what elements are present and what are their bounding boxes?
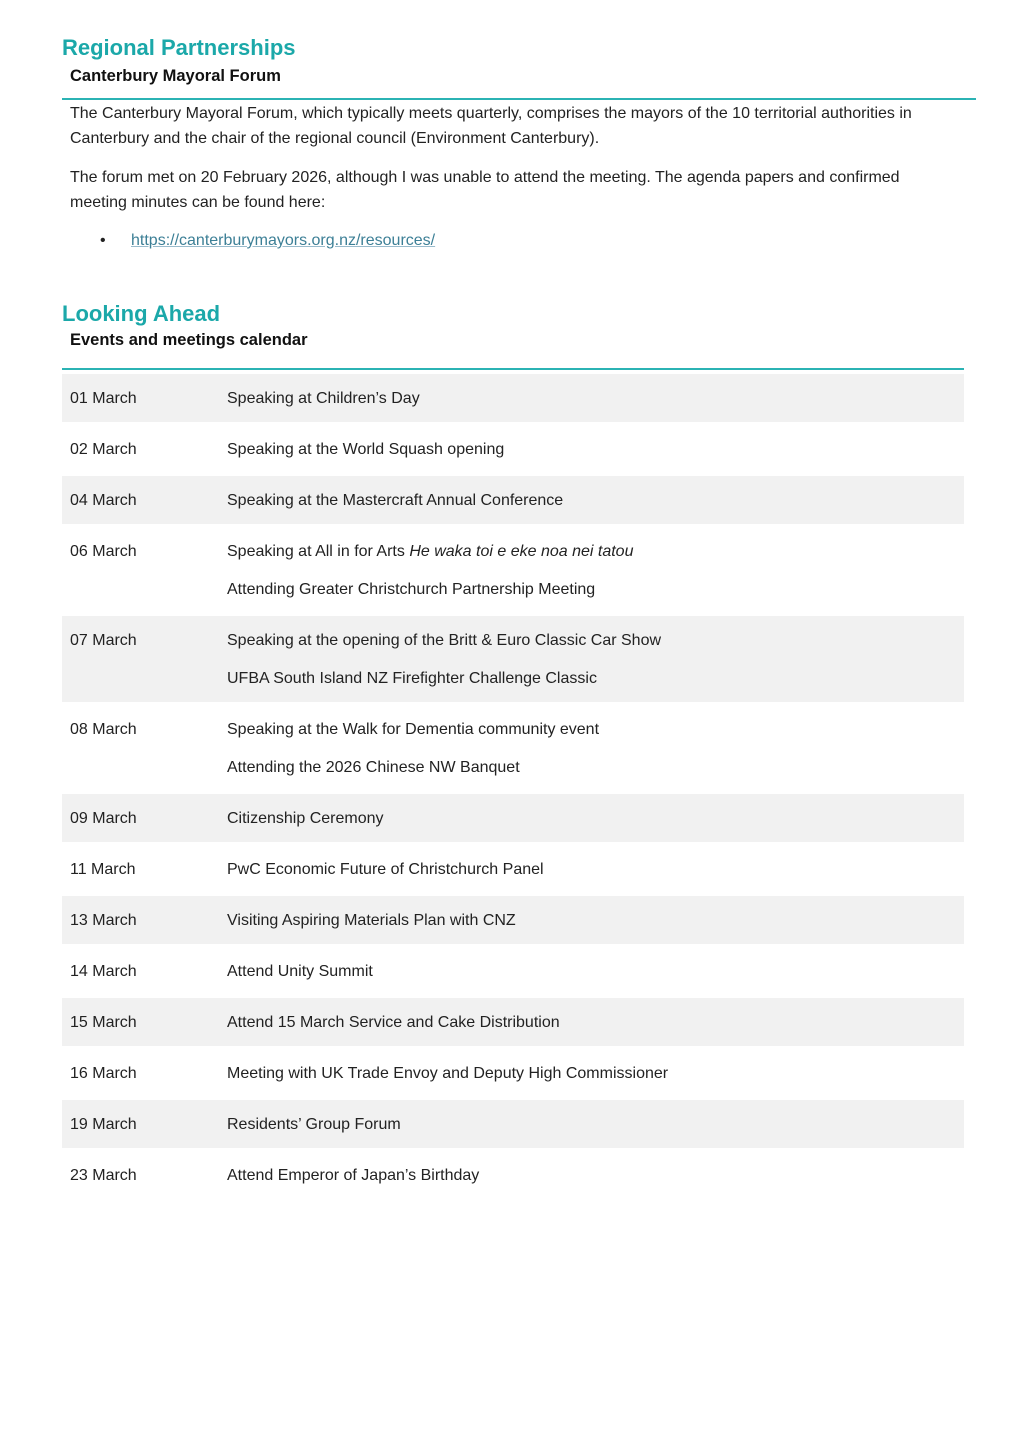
table-row bbox=[62, 845, 964, 893]
event-text: Citizenship Ceremony bbox=[227, 810, 384, 827]
event-item bbox=[227, 908, 956, 933]
event-cell bbox=[219, 527, 964, 613]
event-date: 02 March bbox=[70, 441, 137, 458]
event-cell bbox=[219, 845, 964, 893]
event-item bbox=[227, 1061, 956, 1086]
event-text: Attend 15 March Service and Cake Distribution bbox=[227, 1014, 560, 1031]
table-row bbox=[62, 527, 964, 613]
section-heading-regional-partnerships: Regional Partnerships bbox=[62, 35, 296, 60]
event-date: 16 March bbox=[70, 1065, 137, 1082]
event-text: Speaking at the World Squash opening bbox=[227, 441, 505, 458]
event-text: Residents’ Group Forum bbox=[227, 1116, 401, 1133]
paragraph-forum-description: The Canterbury Mayoral Forum, which typically meets quarterly, comprises the mayors of the 10 territorial authorities in Canterbury and the chair of the regional council (Environment Canterbury). bbox=[70, 105, 912, 147]
subheading-canterbury-mayoral-forum: Canterbury Mayoral Forum bbox=[70, 67, 281, 85]
paragraph-forum-meeting: The forum met on 20 February 2026, although I was unable to attend the meeting. The agenda papers and confirmed meeting minutes can be found here: bbox=[70, 169, 900, 211]
event-item bbox=[227, 577, 956, 602]
event-text: Visiting Aspiring Materials Plan with CNZ bbox=[227, 912, 516, 929]
event-cell bbox=[219, 1100, 964, 1148]
events-table bbox=[62, 371, 964, 1202]
table-row bbox=[62, 705, 964, 791]
table-row bbox=[62, 374, 964, 422]
event-text: Speaking at the Walk for Dementia community event bbox=[227, 721, 600, 738]
event-date: 23 March bbox=[70, 1167, 137, 1184]
table-row bbox=[62, 794, 964, 842]
event-cell bbox=[219, 616, 964, 702]
resources-link[interactable]: https://canterburymayors.org.nz/resources/ bbox=[131, 232, 436, 249]
event-date: 11 March bbox=[70, 861, 136, 878]
event-cell bbox=[219, 947, 964, 995]
event-cell bbox=[219, 896, 964, 944]
event-cell bbox=[219, 425, 964, 473]
table-row bbox=[62, 896, 964, 944]
event-date: 14 March bbox=[70, 963, 137, 980]
table-row bbox=[62, 476, 964, 524]
event-text: Attend Emperor of Japan’s Birthday bbox=[227, 1167, 480, 1184]
table-row bbox=[62, 1049, 964, 1097]
event-item bbox=[227, 437, 956, 462]
event-text: Speaking at All in for Arts bbox=[227, 543, 405, 560]
event-item bbox=[227, 386, 956, 411]
event-date: 06 March bbox=[70, 543, 137, 560]
event-item bbox=[227, 717, 956, 742]
event-text: Attend Unity Summit bbox=[227, 963, 373, 980]
table-row bbox=[62, 1100, 964, 1148]
event-item bbox=[227, 666, 956, 691]
event-item bbox=[227, 857, 956, 882]
event-cell bbox=[219, 374, 964, 422]
table-row bbox=[62, 616, 964, 702]
table-row bbox=[62, 1151, 964, 1199]
event-cell bbox=[219, 705, 964, 791]
event-text: PwC Economic Future of Christchurch Panel bbox=[227, 861, 544, 878]
event-item bbox=[227, 755, 956, 780]
event-date: 08 March bbox=[70, 721, 137, 738]
event-item bbox=[227, 1112, 956, 1137]
event-date: 15 March bbox=[62, 998, 219, 1046]
event-text: Speaking at Children’s Day bbox=[227, 390, 420, 407]
event-date: 07 March bbox=[62, 616, 219, 702]
event-item bbox=[227, 1163, 956, 1188]
event-text: Meeting with UK Trade Envoy and Deputy High Commissioner bbox=[227, 1065, 669, 1082]
event-text: Attending the 2026 Chinese NW Banquet bbox=[227, 759, 520, 776]
event-date: 09 March bbox=[62, 794, 219, 842]
section-heading-looking-ahead: Looking Ahead bbox=[62, 301, 221, 326]
event-cell bbox=[219, 794, 964, 842]
event-date: 04 March bbox=[62, 476, 219, 524]
event-item bbox=[227, 1010, 956, 1035]
event-date: 01 March bbox=[62, 374, 219, 422]
table-row bbox=[62, 947, 964, 995]
table-row bbox=[62, 998, 964, 1046]
subheading-events-calendar: Events and meetings calendar bbox=[70, 331, 308, 349]
divider bbox=[62, 98, 976, 100]
divider bbox=[62, 368, 964, 370]
event-item bbox=[227, 628, 956, 653]
event-date: 19 March bbox=[62, 1100, 219, 1148]
event-italic-title: He waka toi e eke noa nei tatou bbox=[409, 543, 634, 560]
event-cell bbox=[219, 1049, 964, 1097]
event-date: 13 March bbox=[62, 896, 219, 944]
event-text: Speaking at the Mastercraft Annual Conference bbox=[227, 492, 564, 509]
event-text: UFBA South Island NZ Firefighter Challenge Classic bbox=[227, 670, 597, 687]
event-item bbox=[227, 959, 956, 984]
event-item bbox=[227, 806, 956, 831]
event-item bbox=[227, 488, 956, 513]
event-cell bbox=[219, 476, 964, 524]
event-item bbox=[227, 539, 956, 564]
event-cell bbox=[219, 1151, 964, 1199]
event-text: Attending Greater Christchurch Partnership Meeting bbox=[227, 581, 596, 598]
table-row bbox=[62, 425, 964, 473]
event-text: Speaking at the opening of the Britt & Euro Classic Car Show bbox=[227, 632, 662, 649]
bullet-icon: • bbox=[100, 232, 106, 249]
event-cell bbox=[219, 998, 964, 1046]
